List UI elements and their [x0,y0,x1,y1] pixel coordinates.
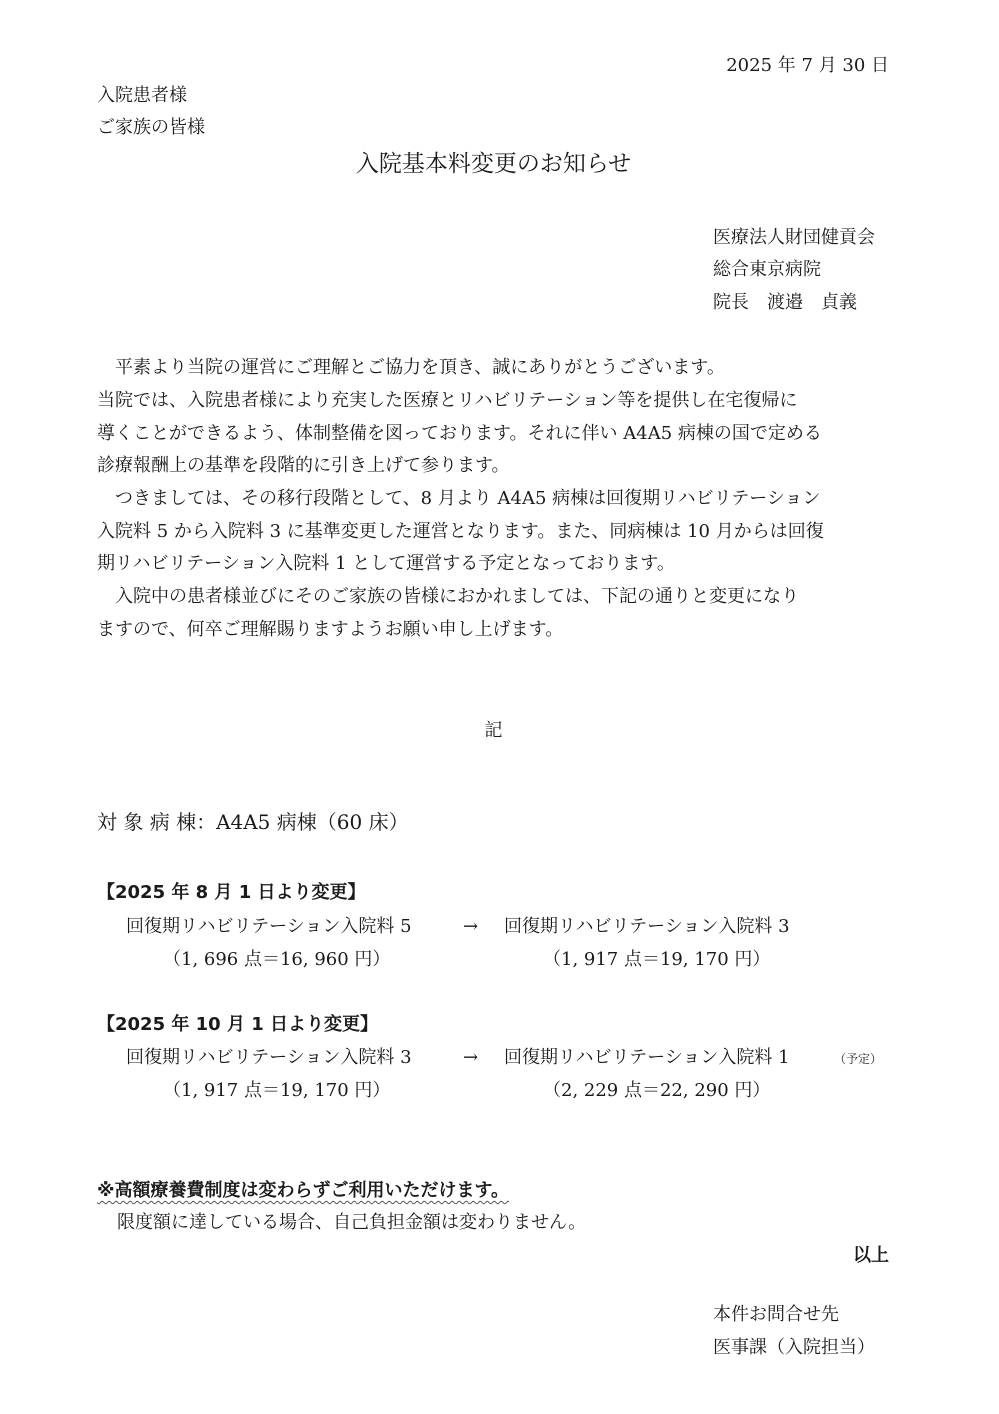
change-1-to: 回復期リハビリテーション入院料 3 [504,916,790,937]
change-2-to-points: （2, 229 点＝22, 290 円） [543,1080,771,1101]
change-2-note: （予定） [834,1052,883,1066]
sender-organization: 医療法人財団健貢会 [713,227,875,248]
body-line: 診療報酬上の基準を段階的に引き上げて参ります。 [97,455,510,476]
change-2-from: 回復期リハビリテーション入院料 3 [126,1047,412,1068]
ki-marker: 記 [484,720,503,741]
change-2-to: 回復期リハビリテーション入院料 1 [504,1047,790,1068]
arrow-icon: → [463,916,479,937]
body-line: 平素より当院の運営にご理解とご協力を頂き、誠にありがとうございます。 [97,357,725,378]
notice-heading [97,1182,509,1200]
sender-hospital: 総合東京病院 [713,259,821,280]
body-line: つきましては、その移行段階として、8 月より A4A5 病棟は回復期リハビリテーション [97,488,821,509]
arrow-icon: → [463,1047,479,1068]
recipient-families: ご家族の皆様 [97,117,205,138]
body-line: ますので、何卒ご理解賜りますようお願い申し上げます。 [97,619,564,640]
recipient-patients: 入院患者様 [97,85,187,106]
document-date: 2025 年 7 月 30 日 [726,55,889,76]
change-1-from: 回復期リハビリテーション入院料 5 [126,916,412,937]
body-line: 入院中の患者様並びにそのご家族の皆様におかれましては、下記の通りと変更になり [97,586,799,607]
closing-mark: 以上 [853,1245,889,1266]
body-line: 入院料 5 から入院料 3 に基準変更した運営となります。また、同病棟は 10 月からは回復 [97,521,824,542]
change-1-to-points: （1, 917 点＝19, 170 円） [543,949,771,970]
body-line: 当院では、入院患者様により充実した医療とリハビリテーション等を提供し在宅復帰に [97,390,798,411]
body-line: 導くことができるよう、体制整備を図っております。それに伴い A4A5 病棟の国で定める [97,423,822,444]
change-1-heading: 【2025 年 8 月 1 日より変更】 [97,882,366,903]
page-title: 入院基本料変更のお知らせ [355,151,632,177]
contact-department: 医事課（入院担当） [713,1337,875,1358]
target-ward: 対 象 病 棟：A4A5 病棟（60 床） [97,810,409,834]
change-2-heading: 【2025 年 10 月 1 日より変更】 [97,1014,379,1035]
change-2-from-points: （1, 917 点＝19, 170 円） [163,1080,391,1101]
notice-heading-text: ※高額療養費制度は変わらずご利用いただけます。 [97,1180,510,1201]
notice-text: 限度額に達している場合、自己負担金額は変わりません。 [117,1212,587,1233]
body-line: 期リハビリテーション入院料 1 として運営する予定となっております。 [97,553,675,574]
contact-label: 本件お問合せ先 [713,1304,839,1325]
sender-director: 院長 渡邉 貞義 [713,292,857,313]
change-1-from-points: （1, 696 点＝16, 960 円） [163,949,391,970]
